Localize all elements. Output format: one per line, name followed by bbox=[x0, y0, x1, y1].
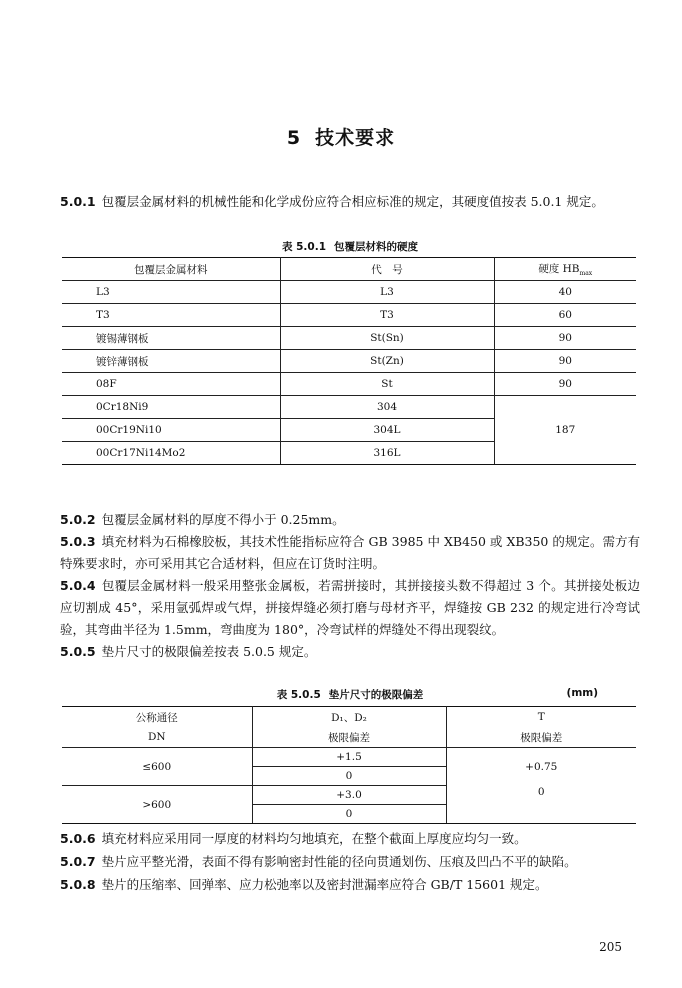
header-dn-top: 公称通径 bbox=[62, 707, 252, 728]
paragraph-text: 包覆层金属材料的厚度不得小于 0.25mm。 bbox=[101, 512, 345, 527]
header-t-top: T bbox=[446, 707, 636, 728]
cell-material: 08F bbox=[62, 373, 280, 396]
clause-number: 5.0.5 bbox=[60, 644, 96, 659]
cell-material: L3 bbox=[62, 281, 280, 304]
cell-material: 镀锡薄钢板 bbox=[62, 327, 280, 350]
cell-material: 0Cr18Ni9 bbox=[62, 396, 280, 419]
table-title: 垫片尺寸的极限偏差 bbox=[328, 689, 424, 701]
paragraph-5-0-4 bbox=[60, 575, 640, 641]
header-t-bottom: 极限偏差 bbox=[446, 727, 636, 748]
cell-code: T3 bbox=[280, 304, 494, 327]
table-row bbox=[62, 373, 636, 396]
cell-upper-deviation: +1.5 bbox=[252, 748, 446, 767]
header-dn-bottom: DN bbox=[62, 727, 252, 748]
header-material: 包覆层金属材料 bbox=[62, 258, 280, 281]
cell-code: St(Zn) bbox=[280, 350, 494, 373]
tolerance-table bbox=[62, 706, 636, 824]
chapter-title-text: 技术要求 bbox=[315, 127, 396, 149]
cell-code: 304 bbox=[280, 396, 494, 419]
paragraph-5-0-2 bbox=[60, 509, 640, 531]
cell-t-lower: 0 bbox=[446, 786, 636, 824]
cell-t-upper: +0.75 bbox=[446, 748, 636, 786]
table-row bbox=[62, 786, 636, 805]
clause-number: 5.0.7 bbox=[60, 854, 96, 869]
paragraph-text: 包覆层金属材料一般采用整张金属板，若需拼接时，其拼接接头数不得超过 3 个。其拼接处板边应切割成 45°，采用氩弧焊或气焊，拼接焊缝必须打磨与母材齐平，焊缝按 GB 232 的规定进行冷弯试验，其弯曲半径为 1.5mm，弯曲度为 180°，冷弯试样的焊缝处不得出现裂纹。 bbox=[60, 578, 640, 637]
table-number: 表 5.0.1 bbox=[281, 241, 327, 253]
header-code: 代 号 bbox=[280, 258, 494, 281]
table-5-0-5-caption bbox=[60, 687, 640, 702]
cell-material: 00Cr17Ni14Mo2 bbox=[62, 442, 280, 465]
clause-number: 5.0.3 bbox=[60, 534, 96, 549]
header-d-top: D₁、D₂ bbox=[252, 707, 446, 728]
cell-upper-deviation: +3.0 bbox=[252, 786, 446, 805]
clause-number: 5.0.2 bbox=[60, 512, 96, 527]
header-hardness-text: 硬度 HB bbox=[538, 262, 580, 275]
cell-hardness: 60 bbox=[494, 304, 636, 327]
table-row bbox=[62, 396, 636, 419]
clause-number: 5.0.6 bbox=[60, 831, 96, 846]
page-number: 205 bbox=[599, 940, 622, 954]
table-row bbox=[62, 748, 636, 767]
paragraph-text: 填充材料应采用同一厚度的材料均匀地填充，在整个截面上厚度应均匀一致。 bbox=[101, 831, 527, 846]
cell-code: 304L bbox=[280, 419, 494, 442]
table-title: 包覆层材料的硬度 bbox=[334, 241, 419, 253]
cell-material: 镀锌薄钢板 bbox=[62, 350, 280, 373]
paragraph-5-0-6 bbox=[60, 828, 640, 850]
clause-number: 5.0.8 bbox=[60, 877, 96, 892]
cell-code: L3 bbox=[280, 281, 494, 304]
header-hardness bbox=[494, 258, 636, 281]
cell-hardness: 90 bbox=[494, 350, 636, 373]
paragraph-text: 垫片尺寸的极限偏差按表 5.0.5 规定。 bbox=[101, 644, 317, 659]
cell-hardness: 90 bbox=[494, 373, 636, 396]
cell-code: St bbox=[280, 373, 494, 396]
cell-hardness-merged: 187 bbox=[494, 396, 636, 465]
clause-number: 5.0.1 bbox=[60, 194, 96, 209]
table-row bbox=[62, 350, 636, 373]
paragraph-text: 垫片应平整光滑，表面不得有影响密封性能的径向贯通划伤、压痕及凹凸不平的缺陷。 bbox=[101, 854, 577, 869]
paragraph-text: 填充材料为石棉橡胶板，其技术性能指标应符合 GB 3985 中 XB450 或 XB350 的规定。需方有特殊要求时，亦可采用其它合适材料，但应在订货时注明。 bbox=[60, 534, 640, 571]
table-row bbox=[62, 304, 636, 327]
hardness-table bbox=[62, 257, 636, 465]
clause-number: 5.0.4 bbox=[60, 578, 96, 593]
paragraph-text: 包覆层金属材料的机械性能和化学成份应符合相应标准的规定，其硬度值按表 5.0.1 规定。 bbox=[101, 194, 604, 209]
table-row bbox=[62, 281, 636, 304]
paragraph-5-0-1 bbox=[60, 191, 640, 213]
table-5-0-1-caption bbox=[60, 239, 640, 254]
paragraph-5-0-8 bbox=[60, 874, 640, 896]
table-number: 表 5.0.5 bbox=[276, 689, 321, 701]
chapter-number: 5 bbox=[286, 127, 302, 149]
cell-code: St(Sn) bbox=[280, 327, 494, 350]
cell-lower-deviation: 0 bbox=[252, 805, 446, 824]
cell-hardness: 40 bbox=[494, 281, 636, 304]
cell-material: T3 bbox=[62, 304, 280, 327]
paragraph-text: 垫片的压缩率、回弹率、应力松弛率以及密封泄漏率应符合 GB/T 15601 规定。 bbox=[101, 877, 548, 892]
cell-hardness: 90 bbox=[494, 327, 636, 350]
table-unit: (mm) bbox=[566, 687, 598, 699]
table-row bbox=[62, 327, 636, 350]
header-d-bottom: 极限偏差 bbox=[252, 727, 446, 748]
header-hardness-subscript: max bbox=[579, 270, 593, 278]
cell-code: 316L bbox=[280, 442, 494, 465]
cell-dn: ≤600 bbox=[62, 748, 252, 786]
cell-lower-deviation: 0 bbox=[252, 767, 446, 786]
paragraph-5-0-3 bbox=[60, 531, 640, 575]
paragraph-5-0-5 bbox=[60, 641, 640, 663]
paragraph-5-0-7 bbox=[60, 851, 640, 873]
cell-dn: >600 bbox=[62, 786, 252, 824]
cell-material: 00Cr19Ni10 bbox=[62, 419, 280, 442]
chapter-title bbox=[0, 123, 682, 150]
